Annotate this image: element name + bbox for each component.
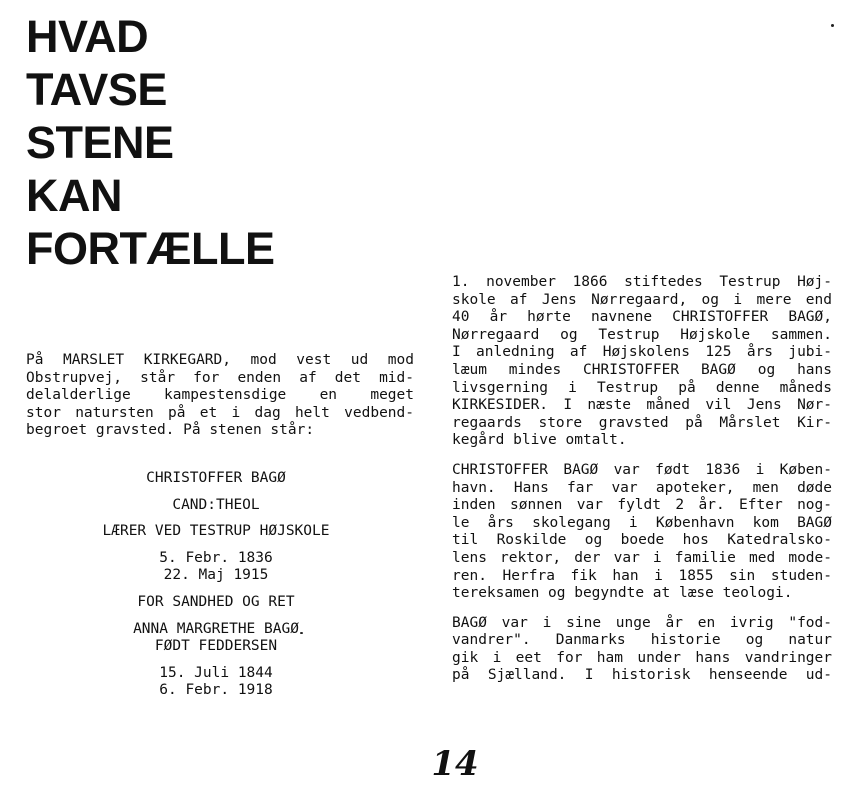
inscription-spouse xyxy=(26,621,406,656)
headline xyxy=(26,10,274,275)
print-speck xyxy=(300,632,303,634)
inscription-line: FØDT FEDDERSEN xyxy=(154,638,278,655)
headline-line: HVAD xyxy=(26,11,149,62)
intro-paragraph xyxy=(26,352,414,440)
article-line: livsgerning i Testrup på denne måneds xyxy=(452,379,832,396)
article-line: 40 år hørte navnene CHRISTOFFER BAGØ, xyxy=(452,309,832,326)
article-line: regaards store gravsted på Mårslet Kir- xyxy=(452,414,832,431)
article-line: le års skolegang i København kom BAGØ xyxy=(452,514,832,531)
article-line: lens rektor, der var i familie med mode- xyxy=(452,549,832,566)
article-line: gik i eet for ham under hans vandringer xyxy=(452,649,832,666)
inscription-degree xyxy=(26,497,406,515)
article-line: kegård blive omtalt. xyxy=(452,432,627,449)
inscription-line: CAND:THEOL xyxy=(172,496,260,513)
headline-line: STENE xyxy=(26,117,174,168)
article-paragraph xyxy=(452,274,832,450)
article-line: til Roskilde og boede hos Katedralsko- xyxy=(452,532,832,549)
inscription-title xyxy=(26,523,406,541)
intro-line: stor natursten på et i dag helt vedbend- xyxy=(26,404,414,421)
gravestone-inscription xyxy=(26,470,406,709)
inscription-line: 15. Juli 1844 xyxy=(159,664,273,681)
print-speck xyxy=(831,24,834,27)
article-line: BAGØ var i sine unge år en ivrig "fod- xyxy=(452,614,832,631)
inscription-line: FOR SANDHED OG RET xyxy=(137,593,295,610)
article-line: havn. Hans far var apoteker, men døde xyxy=(452,479,832,496)
inscription-motto xyxy=(26,594,406,612)
article-line: på Sjælland. I historisk henseende ud- xyxy=(452,667,832,684)
inscription-line: ANNA MARGRETHE BAGØ xyxy=(133,620,299,637)
article-line: 1. november 1866 stiftedes Testrup Høj- xyxy=(452,274,832,290)
intro-line: Obstrupvej, står for enden af det mid- xyxy=(26,369,414,386)
headline-line: FORTÆLLE xyxy=(26,223,275,274)
inscription-spouse-dates xyxy=(26,665,406,700)
inscription-line: 22. Maj 1915 xyxy=(163,567,269,584)
inscription-line: 5. Febr. 1836 xyxy=(159,549,273,566)
intro-line: delalderlige kampestensdige en meget xyxy=(26,387,414,404)
article-paragraph xyxy=(452,462,832,603)
page-number: 14 xyxy=(431,744,479,784)
inscription-line: LÆRER VED TESTRUP HØJSKOLE xyxy=(102,523,330,540)
inscription-line: 6. Febr. 1918 xyxy=(159,682,273,699)
article-line: tereksamen og begyndte at læse teologi. xyxy=(452,585,793,602)
inscription-name xyxy=(26,470,406,488)
article-column xyxy=(452,274,832,697)
article-line: læum mindes CHRISTOFFER BAGØ og hans xyxy=(452,361,832,378)
article-line: KIRKESIDER. I næste måned vil Jens Nør- xyxy=(452,397,832,414)
article-line: vandrer". Danmarks historie og natur xyxy=(452,632,832,649)
intro-line: begroet gravsted. På stenen står: xyxy=(26,422,315,439)
article-line: skole af Jens Nørregaard, og i mere end xyxy=(452,291,832,308)
article-line: inden sønnen var fyldt 2 år. Efter nog- xyxy=(452,497,832,514)
article-line: CHRISTOFFER BAGØ var født 1836 i Køben- xyxy=(452,461,832,478)
headline-line: TAVSE xyxy=(26,64,167,115)
headline-line: KAN xyxy=(26,170,122,221)
inscription-dates xyxy=(26,550,406,585)
article-line: I anledning af Højskolens 125 års jubi- xyxy=(452,344,832,361)
article-line: ren. Herfra fik han i 1855 sin studen- xyxy=(452,567,832,584)
intro-line: På MARSLET KIRKEGARD, mod vest ud mod xyxy=(26,352,414,368)
inscription-line: CHRISTOFFER BAGØ xyxy=(146,470,286,486)
article-line: Nørregaard og Testrup Højskole sammen. xyxy=(452,326,832,343)
article-paragraph xyxy=(452,615,832,685)
